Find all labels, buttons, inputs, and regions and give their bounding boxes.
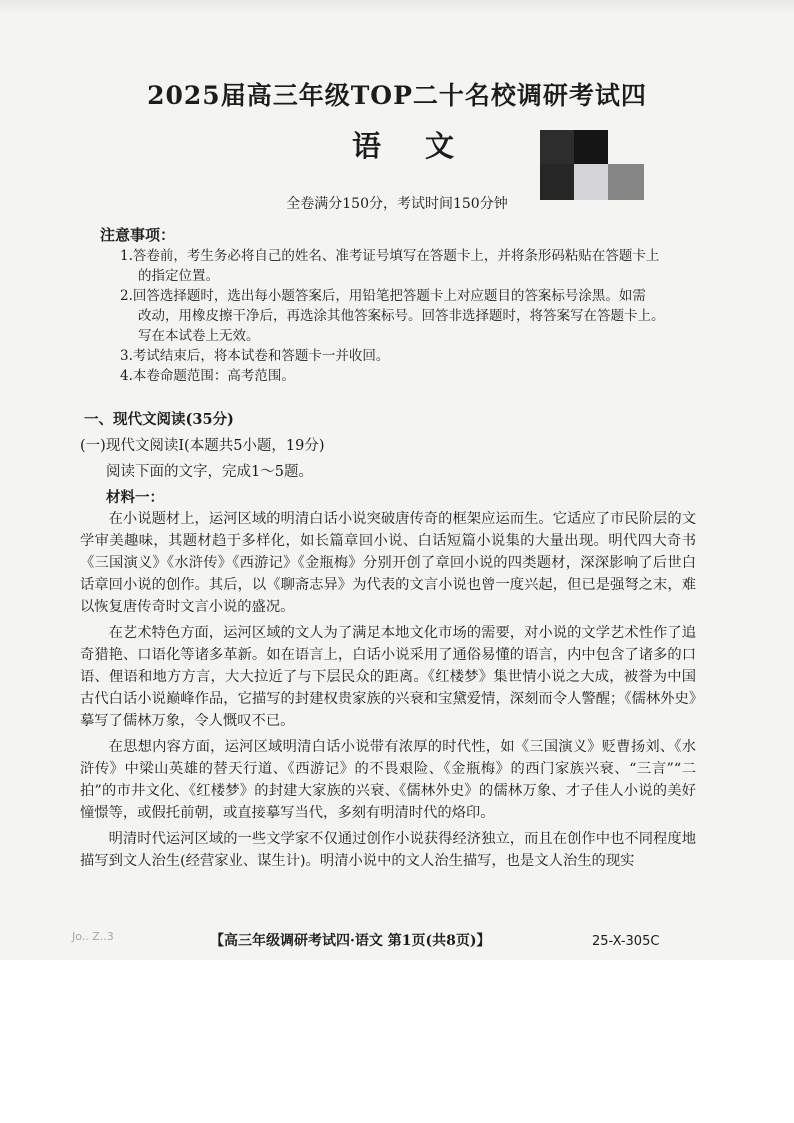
section-heading: 一、现代文阅读(35分) <box>84 411 234 428</box>
notice-item-text: 3.考试结束后，将本试卷和答题卡一并收回。 <box>120 348 390 364</box>
reading-instruction: 阅读下面的文字，完成1～5题。 <box>106 464 313 480</box>
notice-heading: 注意事项： <box>100 226 176 244</box>
notice-item-text: 2.回答选择题时，选出每小题答案后，用铅笔把答题卡上对应题目的答案标号涂黑。如需 <box>120 288 646 304</box>
notice-item <box>120 366 700 386</box>
subject-title: 语文 <box>352 129 499 163</box>
exam-title: 2025届高三年级TOP二十名校调研考试四 <box>147 81 647 110</box>
article-paragraph: 在思想内容方面，运河区域明清白话小说带有浓厚的时代性，如《三国演义》贬曹扬刘、《水浒传》中梁山英雄的替天行道、《西游记》的不畏艰险、《金瓶梅》的西门家族兴衰、“三言”“二拍”的市井文化、《红楼梦》的封建大家族的兴衰、《儒林外史》的儒林万象、才子佳人小说的美好憧憬等，或假托前朝，或直接摹写当代，多刻有明清时代的烙印。 <box>80 739 696 821</box>
subsection-heading: (一)现代文阅读Ⅰ(本题共5小题，19分) <box>80 438 325 454</box>
notice-item-text: 的指定位置。 <box>138 268 219 284</box>
notice-item-text: 4.本卷命题范围：高考范围。 <box>120 368 295 384</box>
qr-code-image <box>540 130 644 200</box>
notice-item-text: 写在本试卷上无效。 <box>138 328 260 344</box>
article-body <box>80 508 696 876</box>
article-paragraph: 明清时代运河区域的一些文学家不仅通过创作小说获得经济独立，而且在创作中也不同程度地描写到文人治生(经营家业、谋生计)。明清小说中的文人治生描写，也是文人治生的现实 <box>80 831 696 869</box>
material-label: 材料一： <box>106 489 164 506</box>
notice-item-text: 改动，用橡皮擦干净后，再选涂其他答案标号。回答非选择题时，将答案写在答题卡上。 <box>138 308 665 324</box>
scan-smudge-text: Jo.. Z..3 <box>72 930 114 943</box>
notice-item-text: 1.答卷前，考生务必将自己的姓名、准考证号填写在答题卡上，并将条形码粘贴在答题卡上 <box>120 248 660 264</box>
scan-shadow <box>0 0 794 14</box>
notice-list <box>120 246 700 386</box>
notice-item <box>120 286 700 346</box>
exam-meta: 全卷满分150分，考试时间150分钟 <box>286 196 508 212</box>
page-footer: 【高三年级调研考试四·语文 第1页(共8页)】 <box>210 933 491 949</box>
article-paragraph: 在小说题材上，运河区域的明清白话小说突破唐传奇的框架应运而生。它适应了市民阶层的文学审美趣味，其题材趋于多样化，如长篇章回小说、白话短篇小说集的大量出现。明代四大奇书《三国演义》《水浒传》《西游记》《金瓶梅》分别开创了章回小说的四类题材，深深影响了后世白话章回小说的创作。其后，以《聊斋志异》为代表的文言小说也曾一度兴起，但已是强弩之末，难以恢复唐传奇时文言小说的盛况。 <box>80 511 696 615</box>
article-paragraph: 在艺术特色方面，运河区域的文人为了满足本地文化市场的需要，对小说的文学艺术性作了追奇猎艳、口语化等诸多革新。如在语言上，白话小说采用了通俗易懂的语言，内中包含了诸多的口语、俚语和地方方言，大大拉近了与下层民众的距离。《红楼梦》集世情小说之大成，被誉为中国古代白话小说巅峰作品，它描写的封建权贵家族的兴衰和宝黛爱情，深刻而令人警醒；《儒林外史》摹写了儒林万象，令人慨叹不已。 <box>80 625 696 729</box>
notice-item <box>120 246 700 286</box>
exam-code: 25-X-305C <box>592 934 660 949</box>
notice-item <box>120 346 700 366</box>
